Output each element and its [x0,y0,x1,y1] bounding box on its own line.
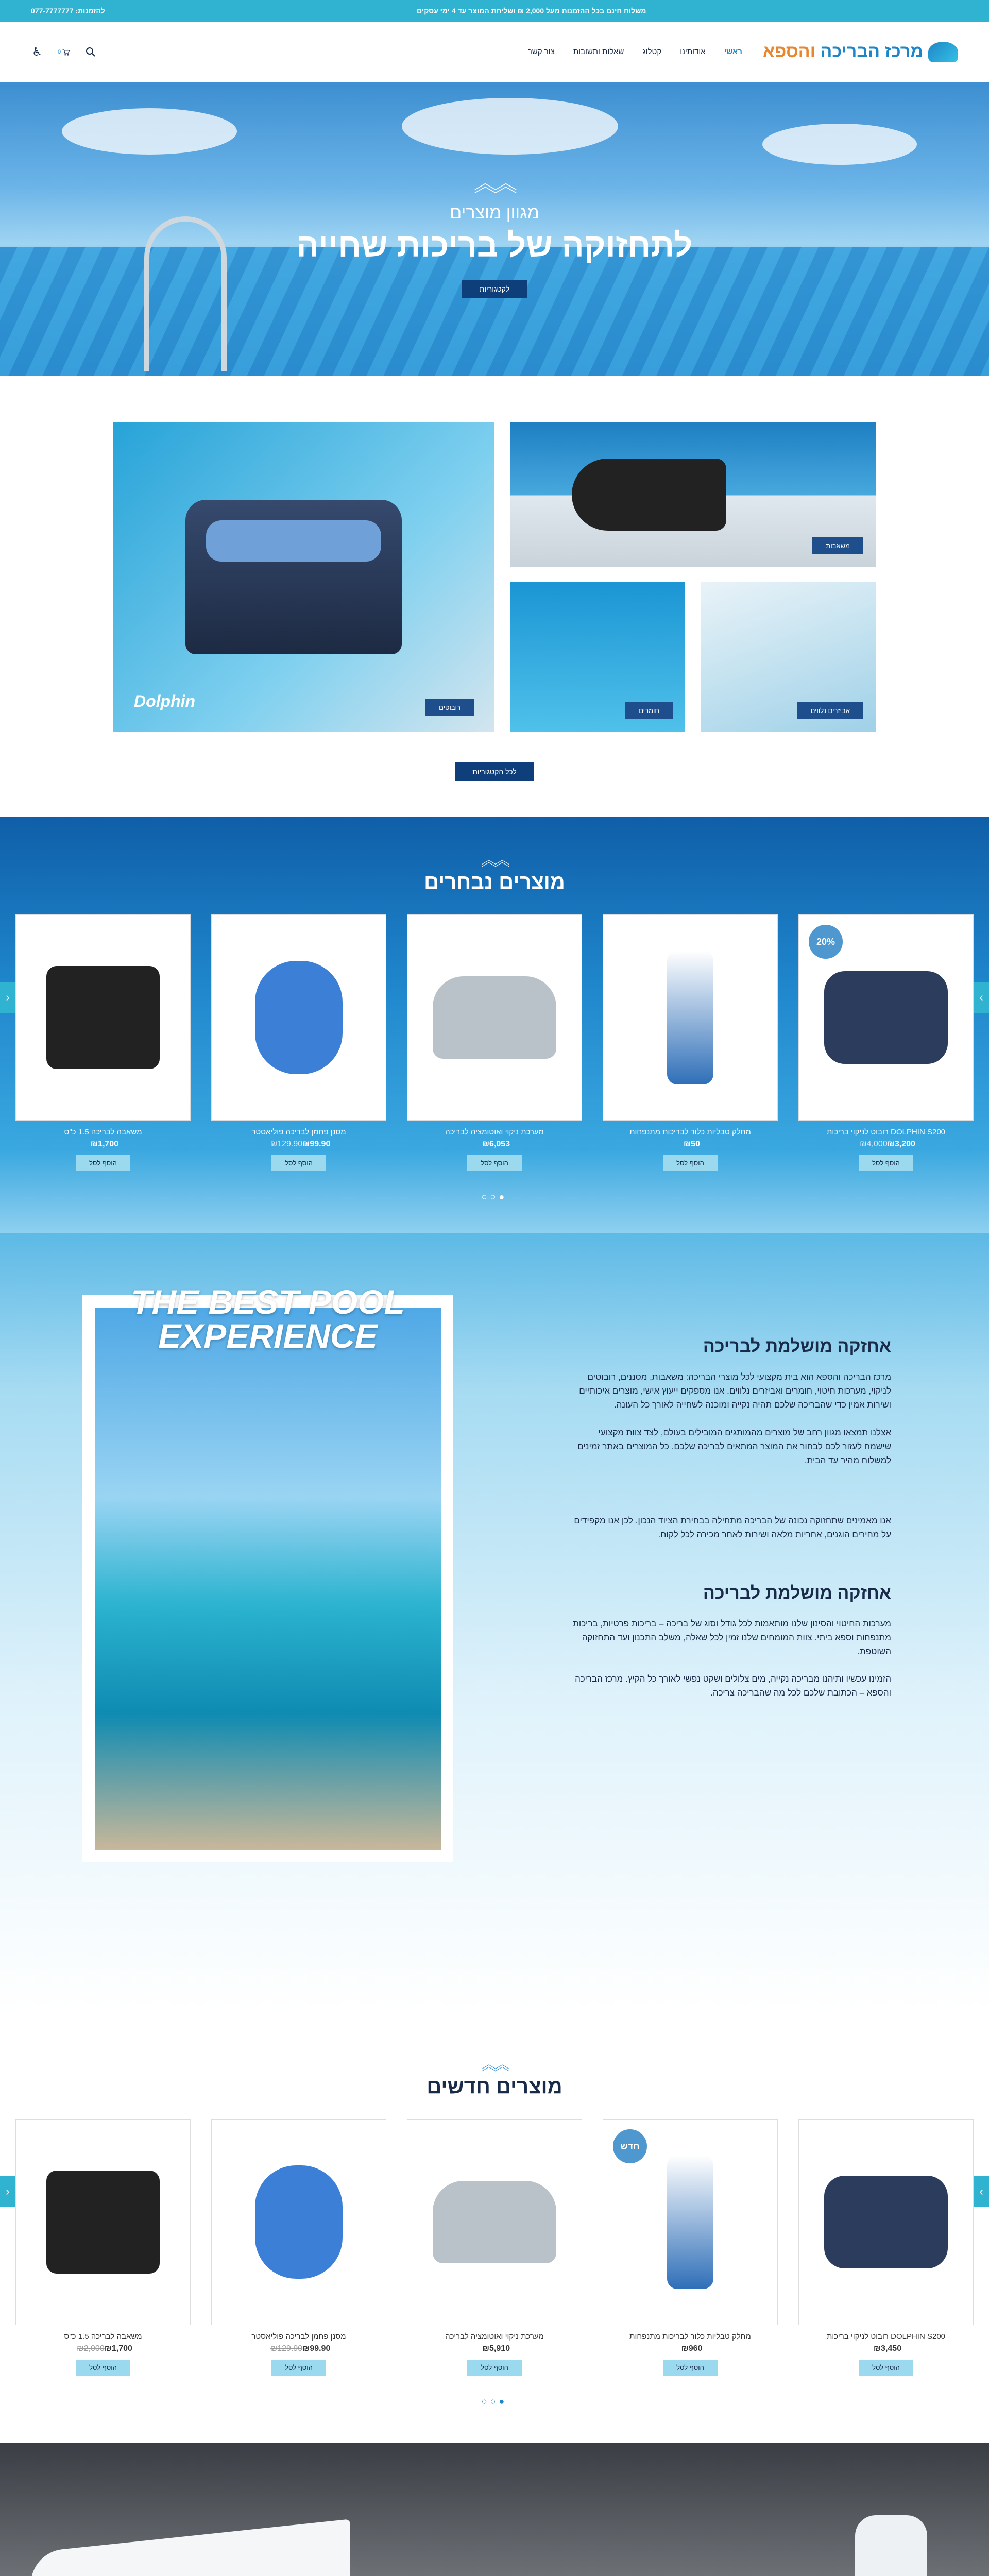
category-grid [113,422,876,732]
all-categories-button[interactable]: לכל הקטגוריות [455,762,534,781]
product-name[interactable]: מחלק טבליות כלור לבריכות מתנפחות [629,1128,751,1137]
product-name[interactable]: מחלק טבליות כלור לבריכות מתנפחות [629,2332,751,2341]
waves-icon: ︽︽ [474,171,515,196]
product-image[interactable] [603,2119,778,2325]
category-row [510,582,876,732]
search-icon[interactable] [84,46,97,58]
product-card[interactable] [603,914,778,1171]
about-paragraph: הזמינו עכשיו ותיהנו מבריכה נקייה, מים צלולים ושקט נפשי לאורך כל הקיץ. מרכז הבריכה והספא – הכתובת שלכם לכל מה שהבריכה צריכה. [575,1674,891,1698]
product-price: ₪129.90₪99.90 [270,1140,331,1148]
product-image[interactable] [798,914,974,1121]
add-to-cart-button[interactable]: הוסף לסל [271,1155,326,1171]
product-image[interactable] [211,914,386,1121]
product-card[interactable] [603,2119,778,2376]
product-price: ₪3,450 [873,2344,902,2353]
carousel-dots[interactable]: ●○○ [481,1192,508,1202]
featured-title: מוצרים נבחרים [424,871,565,893]
hero-content [0,165,989,298]
product-card[interactable] [211,2119,386,2376]
add-to-cart-button[interactable]: הוסף לסל [467,2360,522,2376]
categories-section [0,376,989,817]
product-price: ₪5,910 [482,2344,510,2353]
hero-title: לתחזוקה של בריכות שחייה [296,227,693,264]
product-image[interactable] [407,2119,582,2325]
promo-text: משלוח חינם בכל ההזמנות מעל 2,000 ₪ ושליחת המוצר עד 4 ימי עסקים [417,7,646,15]
category-label[interactable]: חומרים [625,702,673,719]
category-label[interactable]: רובוטים [425,699,474,716]
product-price: ₪6,053 [482,1140,510,1148]
section-title [0,2058,989,2098]
product-card[interactable] [211,914,386,1171]
product-price: ₪1,700 [90,1140,119,1148]
about-section [0,1233,989,2011]
new-products-section [0,2011,989,2443]
category-label[interactable]: אביזרים נלווים [797,702,863,719]
lounger-image [31,2519,350,2576]
carousel-prev-button[interactable]: ‹ [0,2176,15,2207]
site-logo[interactable] [763,42,958,62]
dolphin-logo: Dolphin [134,692,196,710]
nav-about[interactable]: אודותינו [680,47,706,56]
product-image[interactable] [407,914,582,1121]
cart-icon[interactable] [58,46,70,58]
new-product-list [0,2119,989,2376]
carousel-dots[interactable]: ●○○ [481,2396,508,2406]
product-name[interactable]: מערכת ניקוי ואוטומציה לבריכה [445,2332,544,2341]
category-label[interactable]: משאבות [812,537,863,554]
new-products-title: מוצרים חדשים [427,2075,562,2098]
new-badge: חדש [611,2128,649,2165]
cart-count: 0 [58,48,61,55]
logo-mark-icon [928,42,958,62]
about-paragraph: מרכז הבריכה והספא הוא בית מקצועי לכל מוצרי הבריכה: משאבות, מסננים, רובוטים לניקוי, מערכות חיטוי, חומרים ואביזרים נלווים. אנו מספקים ייעוץ אישי, מוצרים איכותיים ושירות אמין כדי שהבריכה שלכם תהיה נקייה ומוכנה לשחייה לאורך כל העונה. [579,1372,891,1410]
add-to-cart-button[interactable]: הוסף לסל [467,1155,522,1171]
add-to-cart-button[interactable]: הוסף לסל [76,1155,130,1171]
product-name[interactable]: מסנן פחמן לבריכה פוליאסטר [251,2332,346,2341]
product-name[interactable]: רובוט לניקוי בריכות DOLPHIN S200 [827,1128,945,1137]
nav-faq[interactable]: שאלות ותשובות [573,47,624,56]
about-text [572,1336,891,1713]
topbar-phone[interactable]: להזמנות: 077-7777777 [31,7,105,15]
robot-image [185,500,402,654]
plant-pot-image [855,2515,927,2576]
category-card-robots[interactable] [113,422,494,732]
carousel-next-button[interactable]: › [974,2176,989,2207]
product-card[interactable] [798,2119,974,2376]
about-paragraph: אנו מאמינים שתחזוקה נכונה של הבריכה מתחילה בבחירת הציוד הנכון. לכן אנו מקפידים על מחירים הוגנים, אחריות מלאה ושירות לאחר מכירה לכל לקוח. [574,1516,891,1540]
image-caption: THE BEST POOL EXPERIENCE [131,1283,405,1355]
add-to-cart-button[interactable]: הוסף לסל [271,2360,326,2376]
nav-contact[interactable]: צור קשר [527,47,555,56]
product-price: ₪2,000₪1,700 [77,2344,132,2353]
accessibility-icon[interactable]: ♿ [32,45,42,58]
product-price: ₪960 [681,2344,703,2353]
top-bar [0,0,989,22]
product-price: ₪50 [684,1140,700,1148]
product-image[interactable] [15,914,191,1121]
nav-catalog[interactable]: קטלוג [642,47,662,56]
category-card-pumps[interactable] [510,422,876,567]
featured-product-list [0,914,989,1171]
nav-home[interactable]: ראשי [724,47,742,56]
add-to-cart-button[interactable]: הוסף לסל [859,2360,913,2376]
header-icons [31,46,97,58]
main-nav [97,47,742,56]
carousel-next-button[interactable]: › [974,982,989,1013]
about-title: אחזקה מושלמת לבריכה [703,1336,891,1356]
product-card[interactable] [798,914,974,1171]
about-image-frame [82,1283,453,1862]
about-paragraph: מערכות החיטוי והסינון שלנו מותאמות לכל גודל וסוג של בריכה – בריכות פרטיות, בריכות מתנפחות וספא ביתי. צוות המומחים שלנו זמין לכל שאלה, משלב התכנון ועד התחזוקה השוטפת. [573,1618,891,1656]
product-name[interactable]: מסנן פחמן לבריכה פוליאסטר [251,1128,346,1137]
features-banner [0,2443,989,2576]
about-title: אחזקה מושלמת לבריכה [703,1583,891,1603]
product-price: ₪129.90₪99.90 [270,2344,331,2353]
product-name[interactable]: מערכת ניקוי ואוטומציה לבריכה [445,1128,544,1137]
add-to-cart-button[interactable]: הוסף לסל [859,1155,913,1171]
product-name[interactable]: רובוט לניקוי בריכות DOLPHIN S200 [827,2332,945,2341]
pool-photo [95,1283,441,1850]
cloud [402,98,618,155]
about-paragraph: אצלנו תמצאו מגוון רחב של מוצרים מהמותגים המובילים בעולם, לצד צוות מקצועי שישמח לעזור לכם לבחור את המוצר המתאים לבריכה שלכם. כל המוצרים באתר זמינים למשלוח מהיר עד הבית. [577,1427,891,1465]
hero-subtitle: מגוון מוצרים [450,203,539,223]
product-name[interactable]: משאבה לבריכה 1.5 כ"ס [64,2332,142,2341]
category-card-chemicals[interactable] [510,582,685,732]
waves-icon: ︽︽ [481,852,508,869]
product-image[interactable] [603,914,778,1121]
product-image[interactable] [211,2119,386,2325]
add-to-cart-button[interactable]: הוסף לסל [76,2360,130,2376]
featured-products-section [0,817,989,1233]
cloud [62,108,237,155]
product-image[interactable] [798,2119,974,2325]
discount-badge: 20% [807,923,844,960]
pump-image [572,459,726,531]
product-card[interactable] [15,914,191,1171]
hero-cta-button[interactable]: לקטגוריות [462,280,527,298]
product-price: ₪4,000₪3,200 [860,1140,915,1148]
product-card[interactable] [407,2119,582,2376]
logo-text: מרכז הבריכה והספא [762,42,923,61]
category-card-accessories[interactable] [701,582,876,732]
site-header [0,22,989,82]
hero-banner [0,82,989,376]
category-column [510,422,876,732]
section-title [0,853,989,894]
cloud [762,124,917,165]
waves-icon: ︽︽ [481,2057,508,2074]
product-image[interactable] [15,2119,191,2325]
add-to-cart-button[interactable]: הוסף לסל [663,2360,718,2376]
carousel-prev-button[interactable]: ‹ [0,982,15,1013]
product-card[interactable] [15,2119,191,2376]
product-name[interactable]: משאבה לבריכה 1.5 כ"ס [64,1128,142,1137]
add-to-cart-button[interactable]: הוסף לסל [663,1155,718,1171]
product-card[interactable] [407,914,582,1171]
